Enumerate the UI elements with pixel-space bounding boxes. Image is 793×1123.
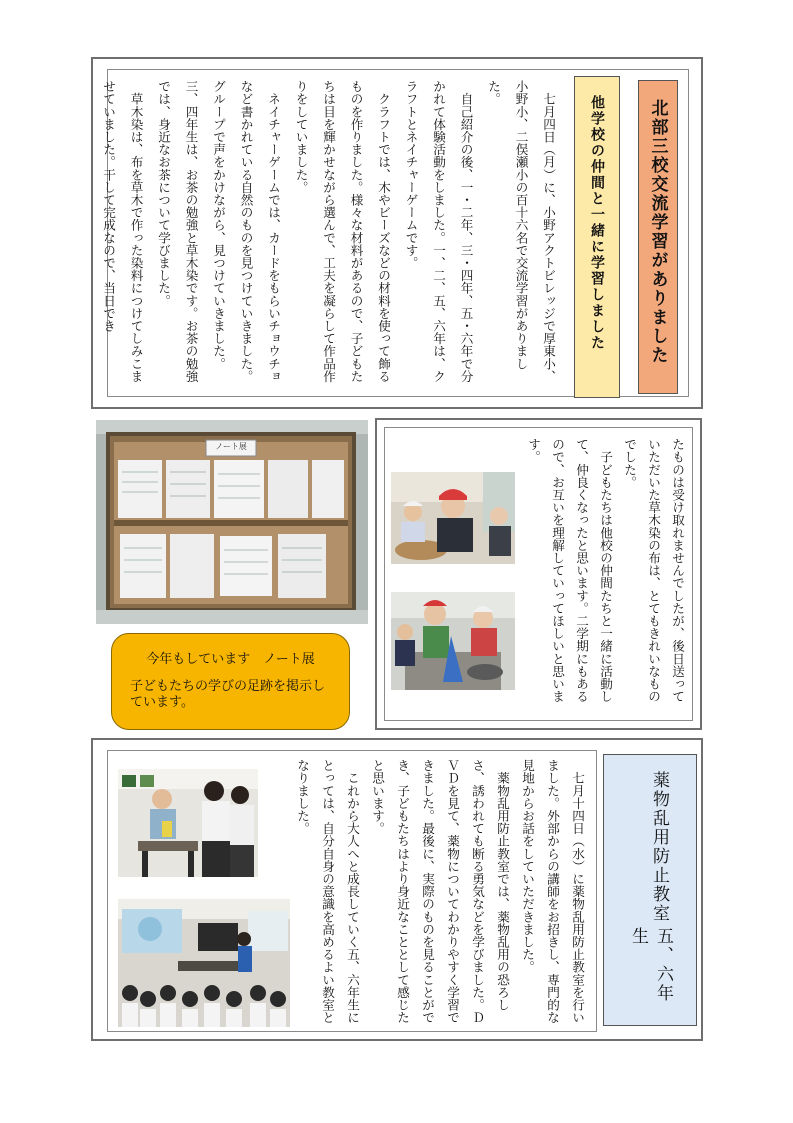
notebook-exhibit-photo [96,420,368,624]
exchange-body: 七月四日（月）に、小野アクトビレッジで厚東小、小野小、二俣瀬小の百十六名で交流学習がありました。 自己紹介の後、一・二年、三・四年、五・六年で分かれて体験活動をしました。一、二、五、六年は、クラフトとネイチャーゲームです。 クラフトでは、木やビーズなどの材料を使って飾るものを作りました。様々な材料があるので、子どもたちは目を輝かせながら選んで、工夫を凝らして作品作りをしていました。 ネイチャーゲームでは、カードをもらいチョウチョなど書かれている自然のものを見つけていきました。グループで声をかけながら、見つけていきました。 三、四年生は、お茶の勉強と草木染です。お茶の勉強では、身近なお茶について学びました。 草木染は、布を草木で作った染料につけてしみこませていました。干して完成なので、当日でき [101,80,556,383]
section-exchange-cont-frame [375,418,702,730]
drug-grade: 五、六年生 [628,927,673,1003]
exchange-subtitle: 他学校の仲間と一緒に学習しました [589,95,605,351]
notice-box [111,633,350,730]
exchange-cont-body: たものは受け取れませんでしたが、後日送っていただいた草木染の布は、とてもきれいなものでした。 子どもたちは他校の仲間たちと一緒に活動して、仲良くなったと思います。二学期にもあるので、お互いを理解していってほしいと思います。 [526,438,685,703]
exchange-subtitle-box [574,76,620,398]
notice-text: 子どもたちの学びの足跡を掲示しています。 [130,679,326,710]
drug-title: 薬物乱用防止教室 [649,771,669,923]
section-exchange-frame [91,57,703,409]
dyeing-photo-1 [391,472,515,564]
notebook-board-label: ノート展 [215,442,247,451]
dyeing-photo-2 [391,592,515,690]
section-drug-frame [91,738,703,1041]
section-drug-inner [107,750,597,1032]
notice-heading: 今年もしています ノート展 [146,652,315,667]
drug-class-photo-1 [118,769,258,877]
exchange-title: 北部三校交流学習がありました [647,99,668,365]
section-exchange-inner [101,69,689,397]
exchange-title-box [638,80,678,394]
drug-class-photo-2 [118,899,290,1027]
drug-title-box [603,754,697,1026]
drug-body: 七月十四日（水）に薬物乱用防止教室を行いました。外部からの講師をお招きし、専門的な見地からお話をしていただきました。 薬物乱用防止教室では、薬物乱用の恐ろしさ、誘われても断る勇気などを学びました。ＤＶＤを見て、薬物についてわかりやすく学習できました。最後に、実際のものを見ることができ、子どもたちはより身近なこととして感じたと思います。 これから大人へと成長していく五、六年生にとっては、自分自身の意識を高めるよい教室となりました。 [295,759,585,1024]
